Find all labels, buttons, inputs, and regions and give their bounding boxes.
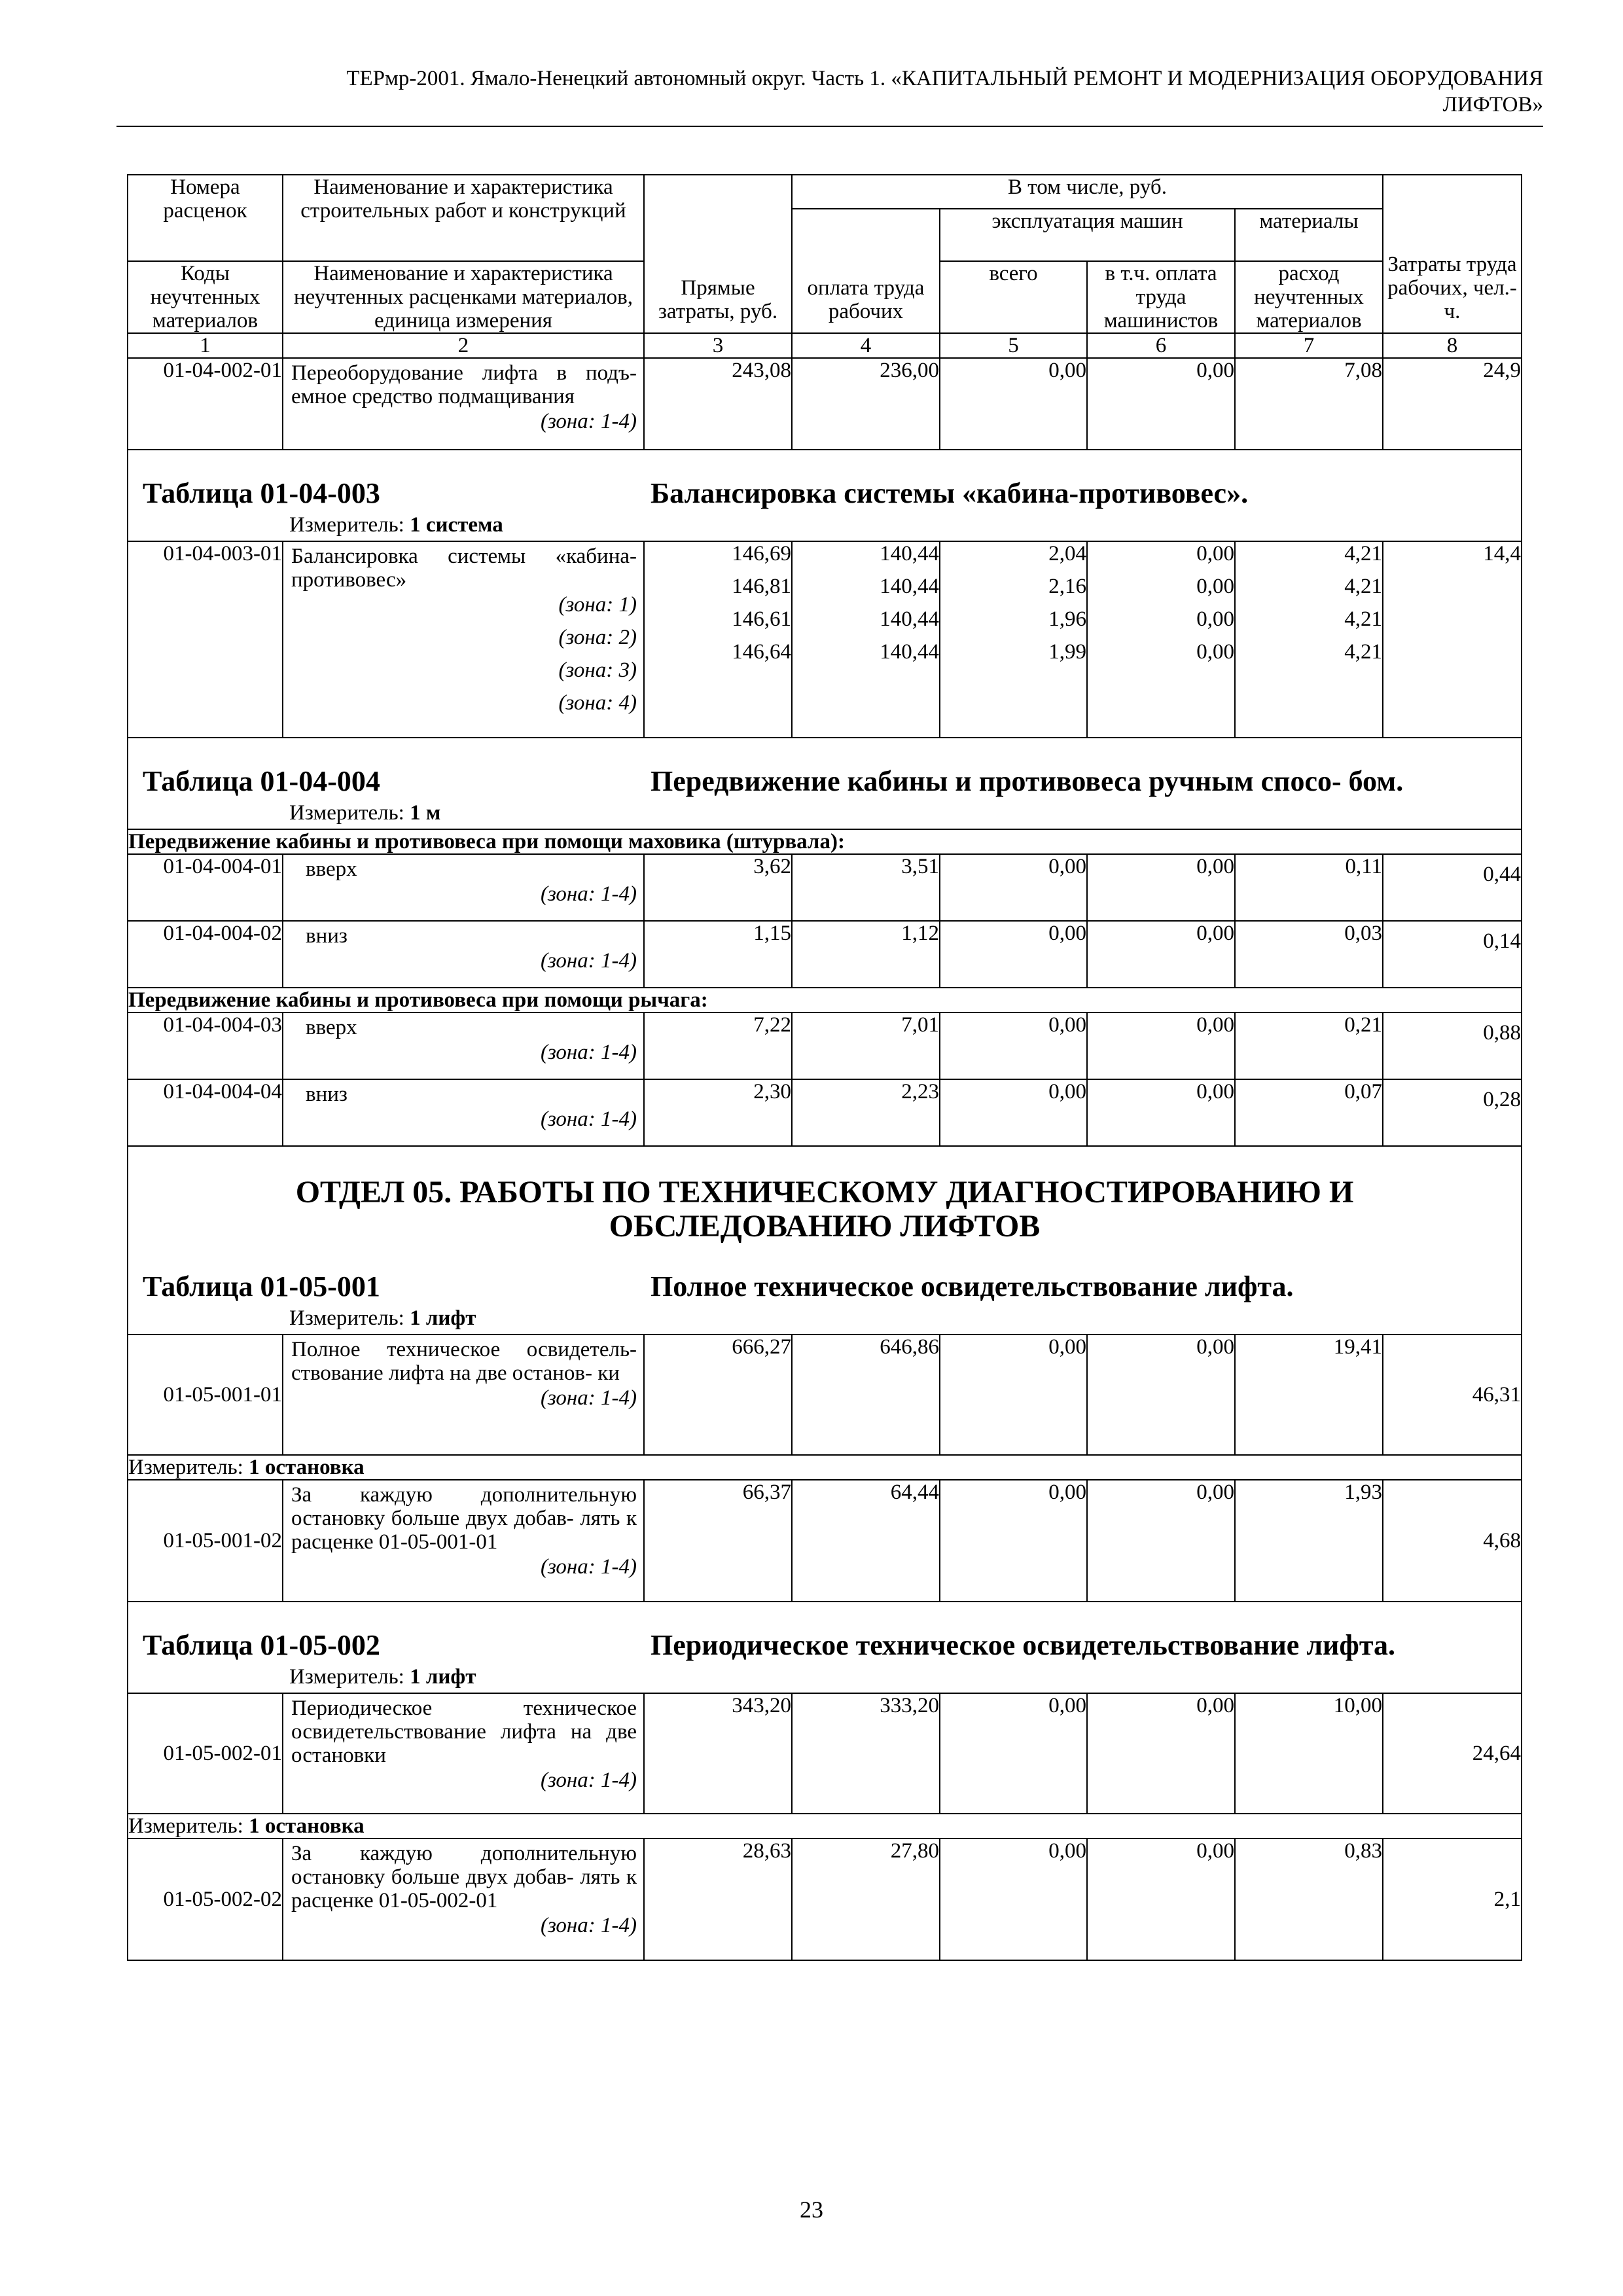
zone-value: 1,99 — [1048, 640, 1086, 664]
col-number: 8 — [1383, 333, 1522, 358]
running-header-line2: ЛИФТОВ» — [1442, 93, 1543, 117]
machinist-wages-value: 0,00 — [1087, 1693, 1235, 1814]
header-material-codes: Коды неучтенных материалов — [128, 261, 283, 333]
materials-value: 7,08 — [1235, 358, 1383, 450]
header-material-use: расход неучтенных материалов — [1235, 261, 1383, 333]
meter-line — [128, 796, 1521, 829]
zone-value: 146,64 — [732, 640, 791, 664]
table-name: Балансировка системы «кабина-противовес». — [651, 477, 1249, 509]
rate-row — [128, 1013, 1522, 1079]
labor-value: 46,31 — [1383, 1335, 1522, 1455]
rate-code: 01-04-004-04 — [128, 1079, 283, 1146]
header-material-names: Наименование и характеристика неучтенных расценками материалов, единица измерения — [283, 261, 644, 333]
rate-row — [128, 358, 1522, 450]
rate-description: За каждую дополнительную остановку больше двух добав- лять к расценке 01-05-002-01 — [291, 1842, 637, 1912]
col-number: 7 — [1235, 333, 1383, 358]
materials-value: 0,11 — [1235, 854, 1383, 921]
rate-description-cell — [283, 1480, 644, 1602]
col-number: 1 — [128, 333, 283, 358]
machinist-wages-value — [1087, 541, 1235, 738]
machines-value: 0,00 — [940, 921, 1087, 988]
rate-description-cell — [283, 358, 644, 450]
meter-value: 1 лифт — [410, 1665, 476, 1689]
labor-value: 2,1 — [1383, 1839, 1522, 1960]
rate-description-cell — [283, 1839, 644, 1960]
rate-code: 01-04-002-01 — [128, 358, 283, 450]
machines-value: 0,00 — [940, 1693, 1087, 1814]
rate-description: Переоборудование лифта в подъ- емное средство подмащивания — [291, 361, 637, 408]
zone-label: (зона: 1-4) — [540, 1041, 637, 1064]
header-work-name: Наименование и характеристика строительных работ и конструкций — [283, 175, 644, 261]
col-number: 4 — [792, 333, 940, 358]
zone-label: (зона: 2) — [558, 626, 637, 649]
materials-value: 0,07 — [1235, 1079, 1383, 1146]
labor-value: 24,9 — [1383, 358, 1522, 450]
rate-description: За каждую дополнительную остановку больше двух добав- лять к расценке 01-05-001-01 — [291, 1483, 637, 1554]
table-number: Таблица 01-04-003 — [143, 477, 380, 509]
machines-value: 0,00 — [940, 854, 1087, 921]
col-number: 3 — [644, 333, 792, 358]
meter-label: Измеритель: — [289, 1306, 404, 1330]
meter-label: Измеритель: — [128, 1456, 243, 1479]
rate-code: 01-04-003-01 — [128, 541, 283, 738]
meter-value: 1 система — [410, 513, 503, 537]
labor-value: 14,4 — [1383, 541, 1522, 738]
labor-value: 0,44 — [1383, 854, 1522, 921]
table-name: Передвижение кабины и противовеса ручным спосо- бом. — [651, 765, 1404, 797]
wages-value: 3,51 — [792, 854, 940, 921]
wages-value: 7,01 — [792, 1013, 940, 1079]
header-rate-numbers: Номера расценок — [128, 175, 283, 261]
materials-value — [1235, 541, 1383, 738]
header-in-total: В том числе, руб. — [792, 175, 1383, 209]
header-direct-costs: Прямые затраты, руб. — [644, 175, 792, 333]
col-number: 2 — [283, 333, 644, 358]
rate-code: 01-04-004-02 — [128, 921, 283, 988]
meter-line — [128, 508, 1521, 541]
header-labor: Затраты труда рабочих, чел.-ч. — [1383, 175, 1522, 333]
machines-value: 0,00 — [940, 1839, 1087, 1960]
wages-value: 646,86 — [792, 1335, 940, 1455]
table-heading-cell — [128, 738, 1522, 829]
direct-costs-value: 3,62 — [644, 854, 792, 921]
rate-description-cell — [283, 1335, 644, 1455]
table-name: Периодическое техническое освидетельствование лифта. — [651, 1629, 1395, 1661]
machinist-wages-value: 0,00 — [1087, 1079, 1235, 1146]
subheading-row — [128, 829, 1522, 854]
zone-label: (зона: 1-4) — [540, 1914, 637, 1937]
direct-costs-value — [644, 541, 792, 738]
meter-label: Измеритель: — [289, 1665, 404, 1689]
rate-row — [128, 1693, 1522, 1814]
rate-code: 01-05-002-02 — [128, 1839, 283, 1960]
header-machines: эксплуатация машин — [940, 209, 1235, 261]
meter-row — [128, 1455, 1522, 1480]
wages-value — [792, 541, 940, 738]
zone-label: (зона: 4) — [558, 691, 637, 715]
rate-code: 01-05-002-01 — [128, 1693, 283, 1814]
zone-value: 146,61 — [732, 607, 791, 631]
rate-row — [128, 541, 1522, 738]
department-title-line2: ОБСЛЕДОВАНИЮ ЛИФТОВ — [609, 1209, 1041, 1244]
zone-value: 4,21 — [1344, 575, 1383, 598]
zone-value: 140,44 — [880, 640, 939, 664]
header-machines-total: всего — [940, 261, 1087, 333]
materials-value: 19,41 — [1235, 1335, 1383, 1455]
table-heading-row — [128, 1602, 1522, 1693]
wages-value: 333,20 — [792, 1693, 940, 1814]
wages-value: 236,00 — [792, 358, 940, 450]
meter-value: 1 лифт — [410, 1306, 476, 1330]
rate-description: вверх — [306, 857, 357, 881]
meter-label: Измеритель: — [289, 513, 404, 537]
wages-value: 64,44 — [792, 1480, 940, 1602]
machines-value: 0,00 — [940, 1335, 1087, 1455]
machinist-wages-value: 0,00 — [1087, 1839, 1235, 1960]
zone-value: 4,21 — [1344, 640, 1383, 664]
table-name: Полное техническое освидетельствование лифта. — [651, 1270, 1294, 1302]
zone-value: 140,44 — [880, 542, 939, 565]
rate-description: Балансировка системы «кабина- противовес» — [291, 545, 637, 592]
table-title — [128, 738, 1521, 796]
labor-value: 4,68 — [1383, 1480, 1522, 1602]
machinist-wages-value: 0,00 — [1087, 1335, 1235, 1455]
column-numbers-row — [128, 333, 1522, 358]
table-number: Таблица 01-04-004 — [143, 765, 380, 797]
header-rule — [116, 126, 1543, 127]
zone-value: 146,69 — [732, 542, 791, 565]
table-title — [128, 1602, 1521, 1660]
zone-value: 0,00 — [1196, 542, 1234, 565]
table-heading-cell — [128, 450, 1522, 541]
meter-row — [128, 1814, 1522, 1839]
zone-label: (зона: 1-4) — [540, 1386, 637, 1410]
running-header — [116, 65, 1543, 118]
running-header-line1: ТЕРмр-2001. Ямало-Ненецкий автономный округ. Часть 1. «КАПИТАЛЬНЫЙ РЕМОНТ И МОДЕРНИЗАЦИЯ ОБОРУДОВАНИЯ — [346, 67, 1543, 90]
rate-description: вниз — [306, 924, 348, 948]
zone-value: 1,96 — [1048, 607, 1086, 631]
department-title-line1: ОТДЕЛ 05. РАБОТЫ ПО ТЕХНИЧЕСКОМУ ДИАГНОСТИРОВАНИЮ И — [295, 1175, 1354, 1210]
meter-line — [128, 1301, 1521, 1334]
zone-value: 0,00 — [1196, 607, 1234, 631]
zone-label: (зона: 1-4) — [540, 949, 637, 973]
machines-value: 0,00 — [940, 1480, 1087, 1602]
machines-value — [940, 541, 1087, 738]
machinist-wages-value: 0,00 — [1087, 1013, 1235, 1079]
machinist-wages-value: 0,00 — [1087, 358, 1235, 450]
rate-description: Периодическое техническое освидетельствование лифта на две остановки — [291, 1696, 637, 1767]
zone-label: (зона: 1-4) — [540, 882, 637, 906]
zone-label: (зона: 1-4) — [540, 410, 637, 433]
meter-line — [128, 1660, 1521, 1693]
direct-costs-value: 2,30 — [644, 1079, 792, 1146]
table-title — [128, 1244, 1521, 1301]
materials-value: 0,83 — [1235, 1839, 1383, 1960]
rate-description-cell — [283, 854, 644, 921]
department-title — [128, 1147, 1521, 1244]
rate-description: вниз — [306, 1083, 348, 1106]
direct-costs-value: 243,08 — [644, 358, 792, 450]
zone-value: 146,81 — [732, 575, 791, 598]
subheading: Передвижение кабины и противовеса при помощи маховика (штурвала): — [128, 829, 1522, 854]
col-number: 6 — [1087, 333, 1235, 358]
rate-description-cell — [283, 1013, 644, 1079]
direct-costs-value: 666,27 — [644, 1335, 792, 1455]
machinist-wages-value: 0,00 — [1087, 1480, 1235, 1602]
rate-description-cell — [283, 541, 644, 738]
direct-costs-value: 28,63 — [644, 1839, 792, 1960]
machines-value: 0,00 — [940, 1013, 1087, 1079]
materials-value: 1,93 — [1235, 1480, 1383, 1602]
zone-value: 0,00 — [1196, 640, 1234, 664]
labor-value: 0,28 — [1383, 1079, 1522, 1146]
table-heading-row — [128, 450, 1522, 541]
zone-label: (зона: 3) — [558, 658, 637, 682]
materials-value: 0,03 — [1235, 921, 1383, 988]
table-number: Таблица 01-05-001 — [143, 1270, 380, 1302]
rate-code: 01-04-004-03 — [128, 1013, 283, 1079]
wages-value: 2,23 — [792, 1079, 940, 1146]
rate-row — [128, 1839, 1522, 1960]
meter-line — [128, 1455, 1522, 1480]
materials-value: 10,00 — [1235, 1693, 1383, 1814]
zone-label: (зона: 1-4) — [540, 1107, 637, 1131]
rate-description-cell — [283, 1693, 644, 1814]
machinist-wages-value: 0,00 — [1087, 921, 1235, 988]
machinist-wages-value: 0,00 — [1087, 854, 1235, 921]
rate-code: 01-04-004-01 — [128, 854, 283, 921]
rate-description: вверх — [306, 1016, 357, 1039]
rate-description-cell — [283, 921, 644, 988]
zone-value: 0,00 — [1196, 575, 1234, 598]
zone-value: 4,21 — [1344, 542, 1383, 565]
table-number: Таблица 01-05-002 — [143, 1629, 380, 1661]
meter-value: 1 остановка — [249, 1814, 365, 1838]
zone-value: 2,04 — [1048, 542, 1086, 565]
subheading-row — [128, 988, 1522, 1013]
table-heading-cell — [128, 1602, 1522, 1693]
materials-value: 0,21 — [1235, 1013, 1383, 1079]
header-wages: оплата труда рабочих — [792, 209, 940, 333]
rate-description-cell — [283, 1079, 644, 1146]
zone-value: 140,44 — [880, 607, 939, 631]
meter-label: Измеритель: — [289, 801, 404, 825]
rate-code: 01-05-001-02 — [128, 1480, 283, 1602]
header-materials: материалы — [1235, 209, 1383, 261]
zone-label: (зона: 1) — [558, 593, 637, 617]
direct-costs-value: 7,22 — [644, 1013, 792, 1079]
rate-row — [128, 1480, 1522, 1602]
labor-value: 0,88 — [1383, 1013, 1522, 1079]
rate-row — [128, 1079, 1522, 1146]
machines-value: 0,00 — [940, 358, 1087, 450]
col-number: 5 — [940, 333, 1087, 358]
labor-value: 24,64 — [1383, 1693, 1522, 1814]
meter-label: Измеритель: — [128, 1814, 243, 1838]
zone-value: 2,16 — [1048, 575, 1086, 598]
wages-value: 1,12 — [792, 921, 940, 988]
direct-costs-value: 66,37 — [644, 1480, 792, 1602]
zone-label: (зона: 1-4) — [540, 1768, 637, 1792]
rates-table — [127, 174, 1522, 1961]
labor-value: 0,14 — [1383, 921, 1522, 988]
table-title — [128, 450, 1521, 508]
page-number: 23 — [800, 2197, 823, 2223]
rate-row — [128, 854, 1522, 921]
department-heading-row — [128, 1146, 1522, 1335]
subheading: Передвижение кабины и противовеса при помощи рычага: — [128, 988, 1522, 1013]
wages-value: 27,80 — [792, 1839, 940, 1960]
zone-value: 140,44 — [880, 575, 939, 598]
header-machinist-wages: в т.ч. оплата труда машинистов — [1087, 261, 1235, 333]
zone-value: 4,21 — [1344, 607, 1383, 631]
table-heading-row — [128, 738, 1522, 829]
rate-description: Полное техническое освидетель- ствование лифта на две останов- ки — [291, 1338, 637, 1385]
header-row-1 — [128, 175, 1522, 209]
meter-value: 1 остановка — [249, 1456, 365, 1479]
meter-line — [128, 1814, 1522, 1839]
zone-label: (зона: 1-4) — [540, 1555, 637, 1579]
direct-costs-value: 1,15 — [644, 921, 792, 988]
rate-row — [128, 1335, 1522, 1455]
rate-code: 01-05-001-01 — [128, 1335, 283, 1455]
meter-value: 1 м — [410, 801, 441, 825]
department-heading-cell — [128, 1146, 1522, 1335]
rate-row — [128, 921, 1522, 988]
direct-costs-value: 343,20 — [644, 1693, 792, 1814]
machines-value: 0,00 — [940, 1079, 1087, 1146]
